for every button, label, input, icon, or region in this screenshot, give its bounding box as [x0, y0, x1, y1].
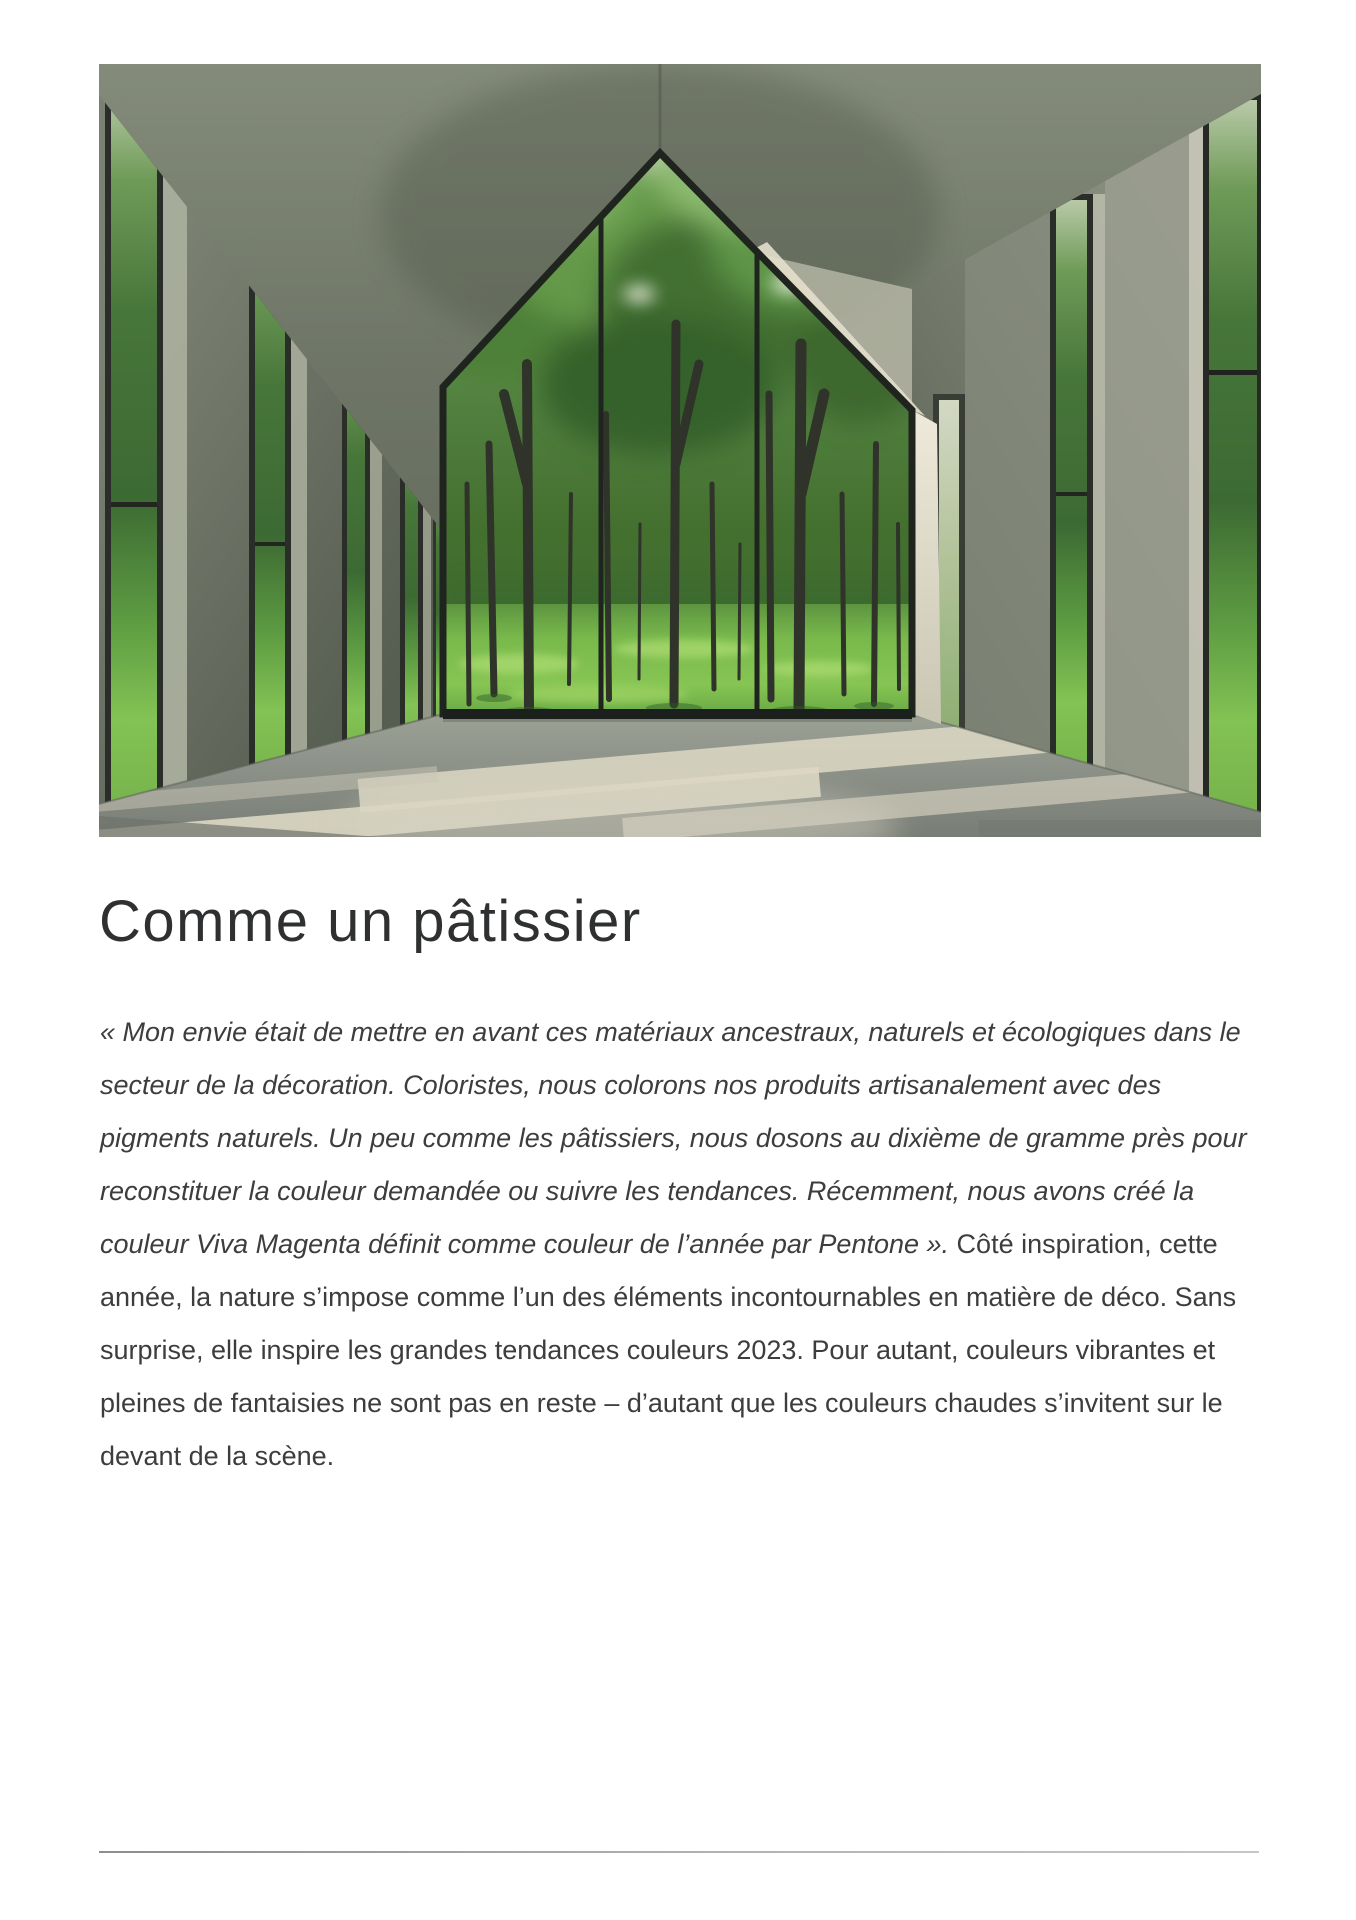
body-text: Côté inspiration, cette année, la nature s’impose comme l’un des éléments incontournables en matière de déco. Sans surprise, elle inspire les grandes tendances couleurs 2023. Pour autant, couleurs vibrantes et pleines de fantaisies ne sont pas en reste – d’autant que les couleurs chaudes s’invitent sur le devant de la scène.: [100, 1229, 1237, 1471]
hero-image: [99, 64, 1261, 837]
article-paragraph: [100, 1006, 1258, 1483]
hero-illustration: [99, 64, 1261, 837]
page-title: Comme un pâtissier: [99, 889, 642, 954]
quote-text: « Mon envie était de mettre en avant ces matériaux ancestraux, naturels et écologiques dans le secteur de la décoration. Coloristes, nous colorons nos produits artisanalement avec des pigments naturels. Un peu comme les pâtissiers, nous dosons au dixième de gramme près pour reconstituer la couleur demandée ou suivre les tendances. Récemment, nous avons créé la couleur Viva Magenta définit comme couleur de l’année par Pentone ».: [100, 1017, 1247, 1259]
section-divider: [99, 1851, 1259, 1853]
